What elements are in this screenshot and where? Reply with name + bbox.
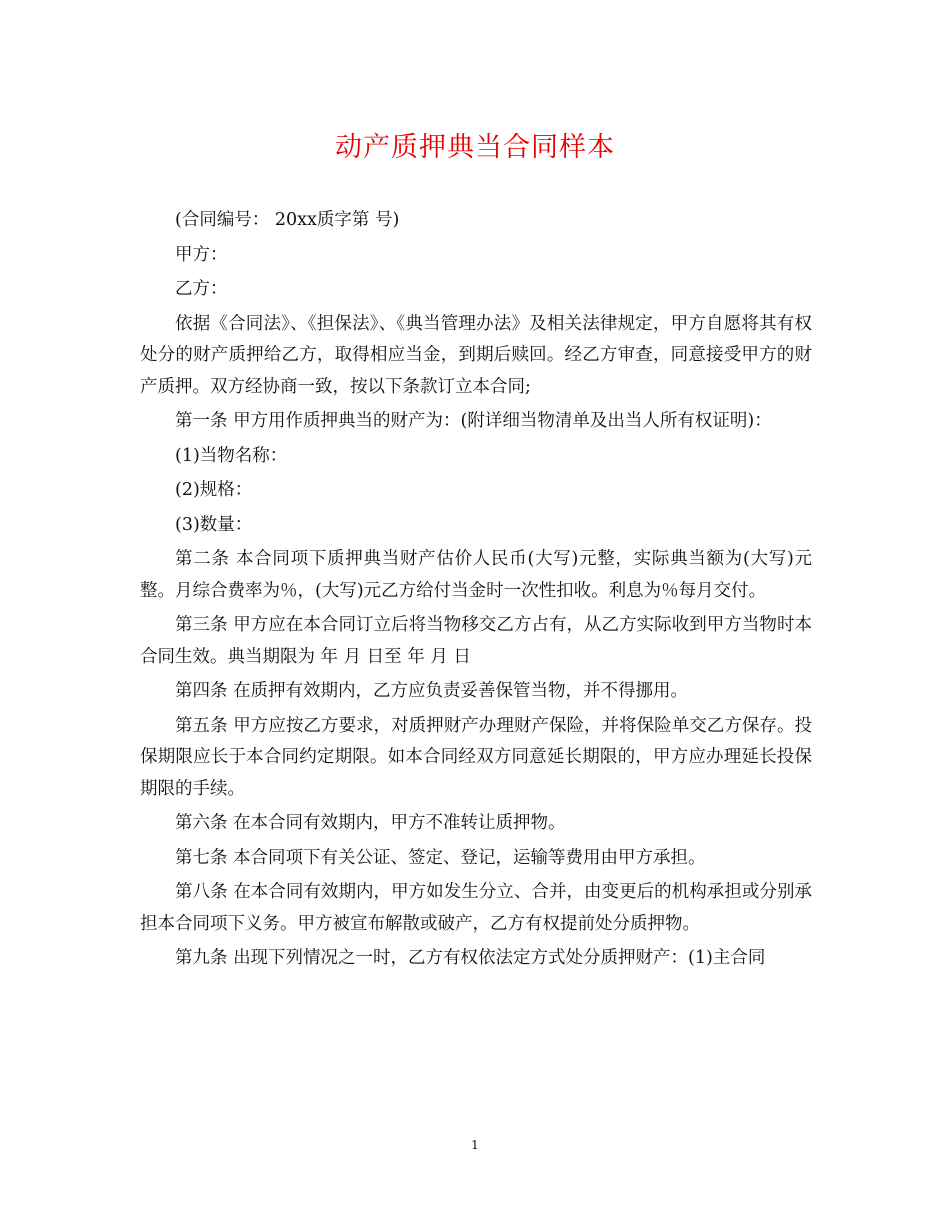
contract-number: (合同编号： 20xx质字第 号) xyxy=(175,210,400,230)
article-1-item-name: (1)当物名称： xyxy=(175,445,288,466)
document-title: 动产质押典当合同样本 xyxy=(335,132,615,163)
party-a-line: 甲方： xyxy=(175,244,228,265)
article-1-item-spec: (2)规格： xyxy=(175,480,253,500)
article-3: 第三条 甲方应在本合同订立后将当物移交乙方占有，从乙方实际收到甲方当物时本合同生效。典当期限为 年 月 日至 年 月 日 xyxy=(140,615,812,667)
article-8: 第八条 在本合同有效期内，甲方如发生分立、合并，由变更后的机构承担或分别承担本合同项下义务。甲方被宣布解散或破产，乙方有权提前处分质押物。 xyxy=(140,882,812,934)
document-body xyxy=(140,205,812,978)
article-2: 第二条 本合同项下质押典当财产估价人民币(大写)元整，实际典当额为(大写)元整。月综合费率为％，(大写)元乙方给付当金时一次性扣收。利息为％每月交付。 xyxy=(140,549,812,601)
party-b-line: 乙方： xyxy=(175,279,228,299)
article-4: 第四条 在质押有效期内，乙方应负责妥善保管当物，并不得挪用。 xyxy=(175,681,689,701)
article-6: 第六条 在本合同有效期内，甲方不准转让质押物。 xyxy=(175,813,566,833)
article-5: 第五条 甲方应按乙方要求，对质押财产办理财产保险，并将保险单交乙方保存。投保期限应长于本合同约定期限。如本合同经双方同意延长期限的，甲方应办理延长投保期限的手续。 xyxy=(140,715,812,799)
article-9: 第九条 出现下列情况之一时，乙方有权依法定方式处分质押财产：(1)主合同 xyxy=(175,948,766,968)
article-1-item-quantity: (3)数量： xyxy=(175,514,253,535)
article-7: 第七条 本合同项下有关公证、签定、登记，运输等费用由甲方承担。 xyxy=(175,847,706,868)
page-number: 1 xyxy=(471,1138,479,1152)
preamble-paragraph: 依据《合同法》、《担保法》、《典当管理办法》及相关法律规定，甲方自愿将其有权处分的财产质押给乙方，取得相应当金，到期后赎回。经乙方审查，同意接受甲方的财产质押。双方经协商一致，按以下条款订立本合同; xyxy=(140,313,812,397)
article-1: 第一条 甲方用作质押典当的财产为：(附详细当物清单及出当人所有权证明)： xyxy=(175,411,772,431)
